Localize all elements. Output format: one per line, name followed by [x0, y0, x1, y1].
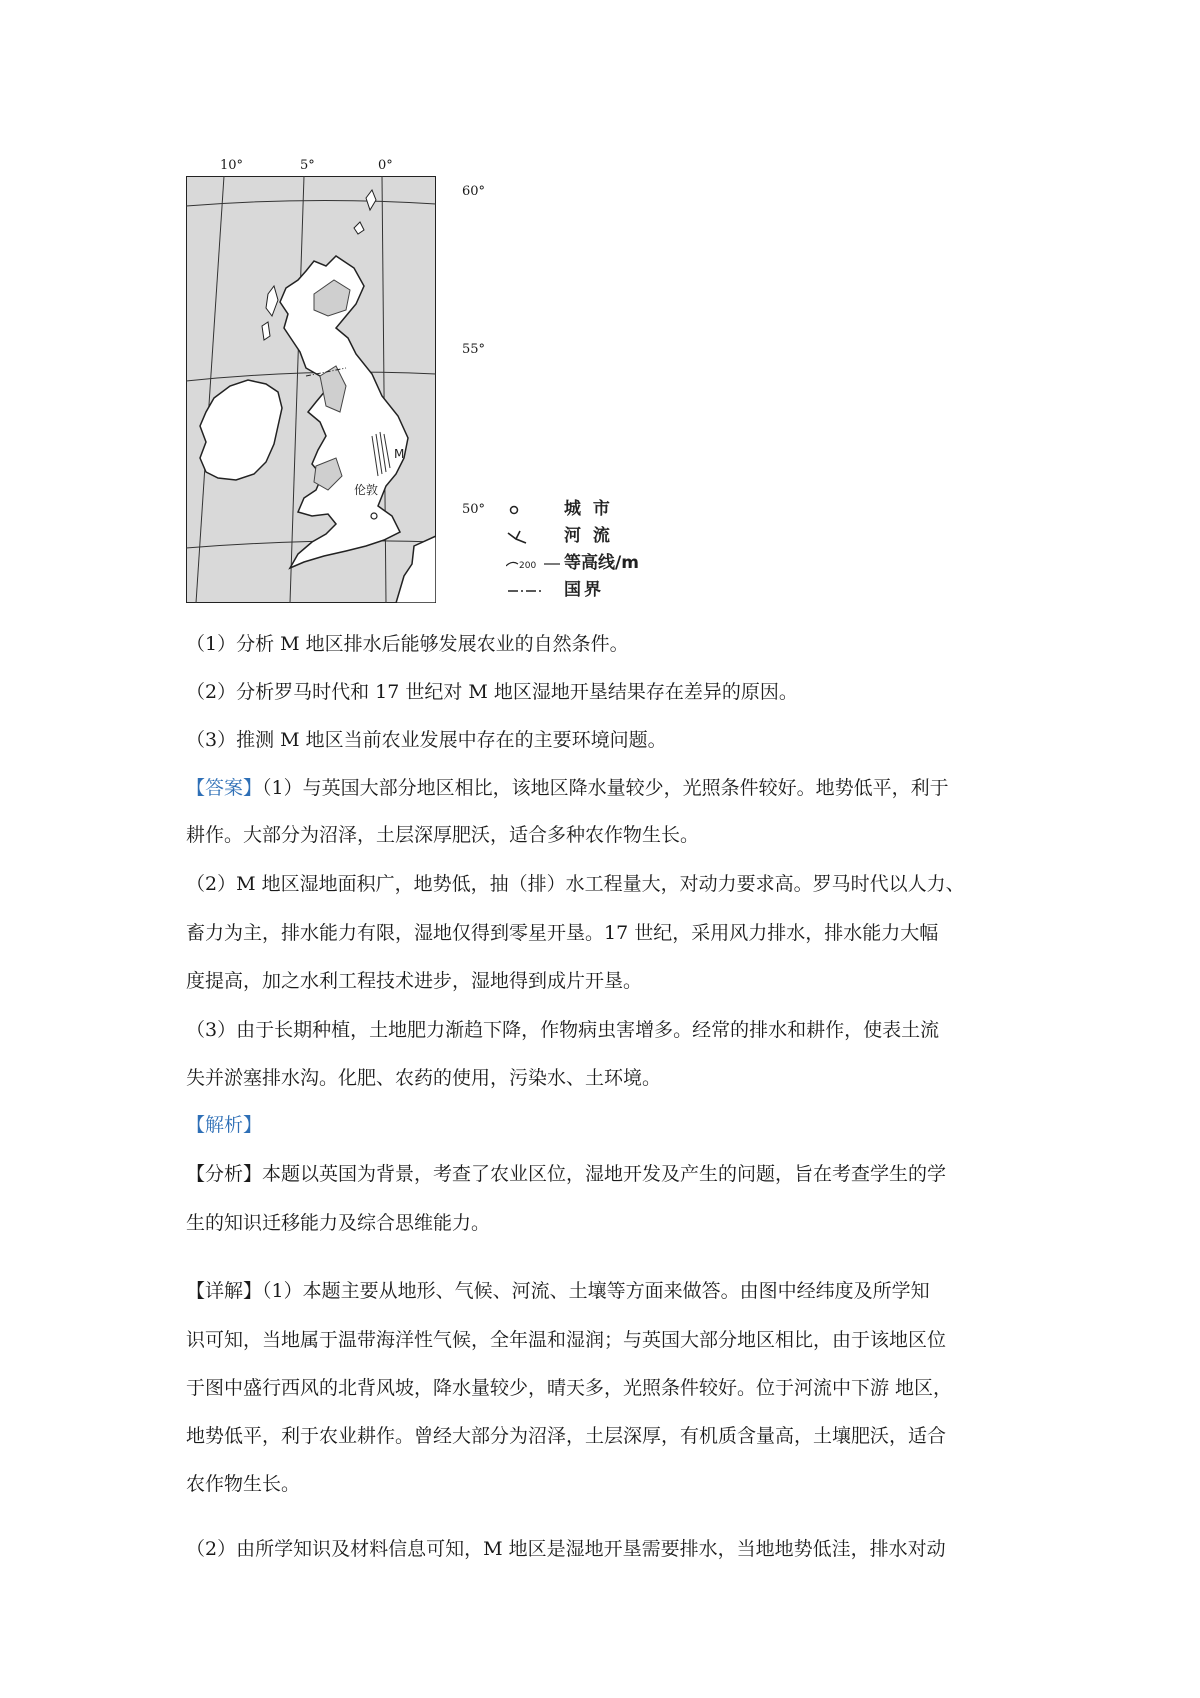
fenxi-text-1: 本题以英国为背景，考查了农业区位，湿地开发及产生的问题，旨在考查学生的学	[262, 1163, 947, 1185]
xiangjie-line-3: 于图中盛行西风的北背风坡，降水量较少，晴天多，光照条件较好。位于河流中下游 地区，	[186, 1377, 953, 1399]
question-3: （3）推测 M 地区当前农业发展中存在的主要环境问题。	[186, 729, 667, 751]
answer-tag: 【答案】	[186, 777, 263, 799]
map-image	[186, 176, 436, 603]
longitude-label-10: 10°	[220, 158, 244, 173]
fenxi-line-1	[186, 1162, 1026, 1186]
legend-label-contour: 等高线/m	[564, 553, 639, 573]
fenxi-tag: 【分析】	[186, 1163, 263, 1185]
fenxi-line-2: 生的知识迁移能力及综合思维能力。	[186, 1212, 491, 1234]
latitude-label-50: 50°	[462, 502, 486, 517]
answer-p2-line1: （2）M 地区湿地面积广，地势低，抽（排）水工程量大，对动力要求高。罗马时代以人力、	[186, 873, 965, 895]
legend-item-border	[506, 577, 639, 604]
uk-map-figure	[186, 158, 642, 604]
xiangjie-line-1	[186, 1279, 1026, 1303]
legend-label-city: 城 市	[564, 499, 613, 519]
answer-p2-line3: 度提高，加之水利工程技术进步，湿地得到成片开垦。	[186, 970, 643, 992]
answer-p1-line1: （1）与英国大部分地区相比，该地区降水量较少，光照条件较好。地势低平，利于	[262, 777, 949, 799]
border-line-icon	[506, 585, 564, 597]
river-icon	[506, 529, 564, 545]
legend-label-border: 国界	[564, 580, 604, 600]
legend-item-contour	[506, 550, 639, 577]
xiangjie-text-1: （1）本题主要从地形、气候、河流、土壤等方面来做答。由图中经纬度及所学知	[262, 1280, 930, 1302]
london-city-icon	[371, 513, 377, 519]
answer-p1-line2: 耕作。大部分为沼泽，土层深厚肥沃，适合多种农作物生长。	[186, 824, 700, 846]
legend-item-river	[506, 523, 639, 550]
analysis-tag: 【解析】	[186, 1114, 263, 1136]
legend-item-city	[506, 496, 639, 523]
city-circle-icon	[506, 503, 564, 517]
longitude-label-5: 5°	[300, 158, 315, 173]
answer-line-1	[186, 776, 1026, 800]
question-1: （1）分析 M 地区排水后能够发展农业的自然条件。	[186, 633, 629, 655]
xiangjie-line-4: 地势低平，利于农业耕作。曾经大部分为沼泽，土层深厚，有机质含量高，土壤肥沃，适合	[186, 1425, 947, 1447]
answer-p3-line2: 失并淤塞排水沟。化肥、农药的使用，污染水、土环境。	[186, 1067, 662, 1089]
contour-value-label: 200	[519, 560, 537, 571]
map-legend	[506, 496, 639, 604]
question-2: （2）分析罗马时代和 17 世纪对 M 地区湿地开垦结果存在差异的原因。	[186, 681, 798, 703]
longitude-label-0: 0°	[378, 158, 393, 173]
london-label: 伦敦	[354, 483, 379, 497]
region-m-label: M	[394, 447, 405, 461]
xiangjie-tag: 【详解】	[186, 1280, 263, 1302]
latitude-label-55: 55°	[462, 342, 486, 357]
xiangjie-line-5: 农作物生长。	[186, 1473, 301, 1495]
xiangjie-2-line-1: （2）由所学知识及材料信息可知，M 地区是湿地开垦需要排水，当地地势低洼，排水对动	[186, 1538, 946, 1560]
answer-p3-line1: （3）由于长期种植，土地肥力渐趋下降，作物病虫害增多。经常的排水和耕作，使表土流	[186, 1019, 940, 1041]
xiangjie-line-2: 识可知，当地属于温带海洋性气候，全年温和湿润；与英国大部分地区相比，由于该地区位	[186, 1329, 947, 1351]
answer-p2-line2: 畜力为主，排水能力有限，湿地仅得到零星开垦。17 世纪，采用风力排水，排水能力大幅	[186, 922, 939, 944]
contour-line-icon	[506, 556, 564, 572]
latitude-label-60: 60°	[462, 184, 486, 199]
legend-label-river: 河 流	[564, 526, 613, 546]
